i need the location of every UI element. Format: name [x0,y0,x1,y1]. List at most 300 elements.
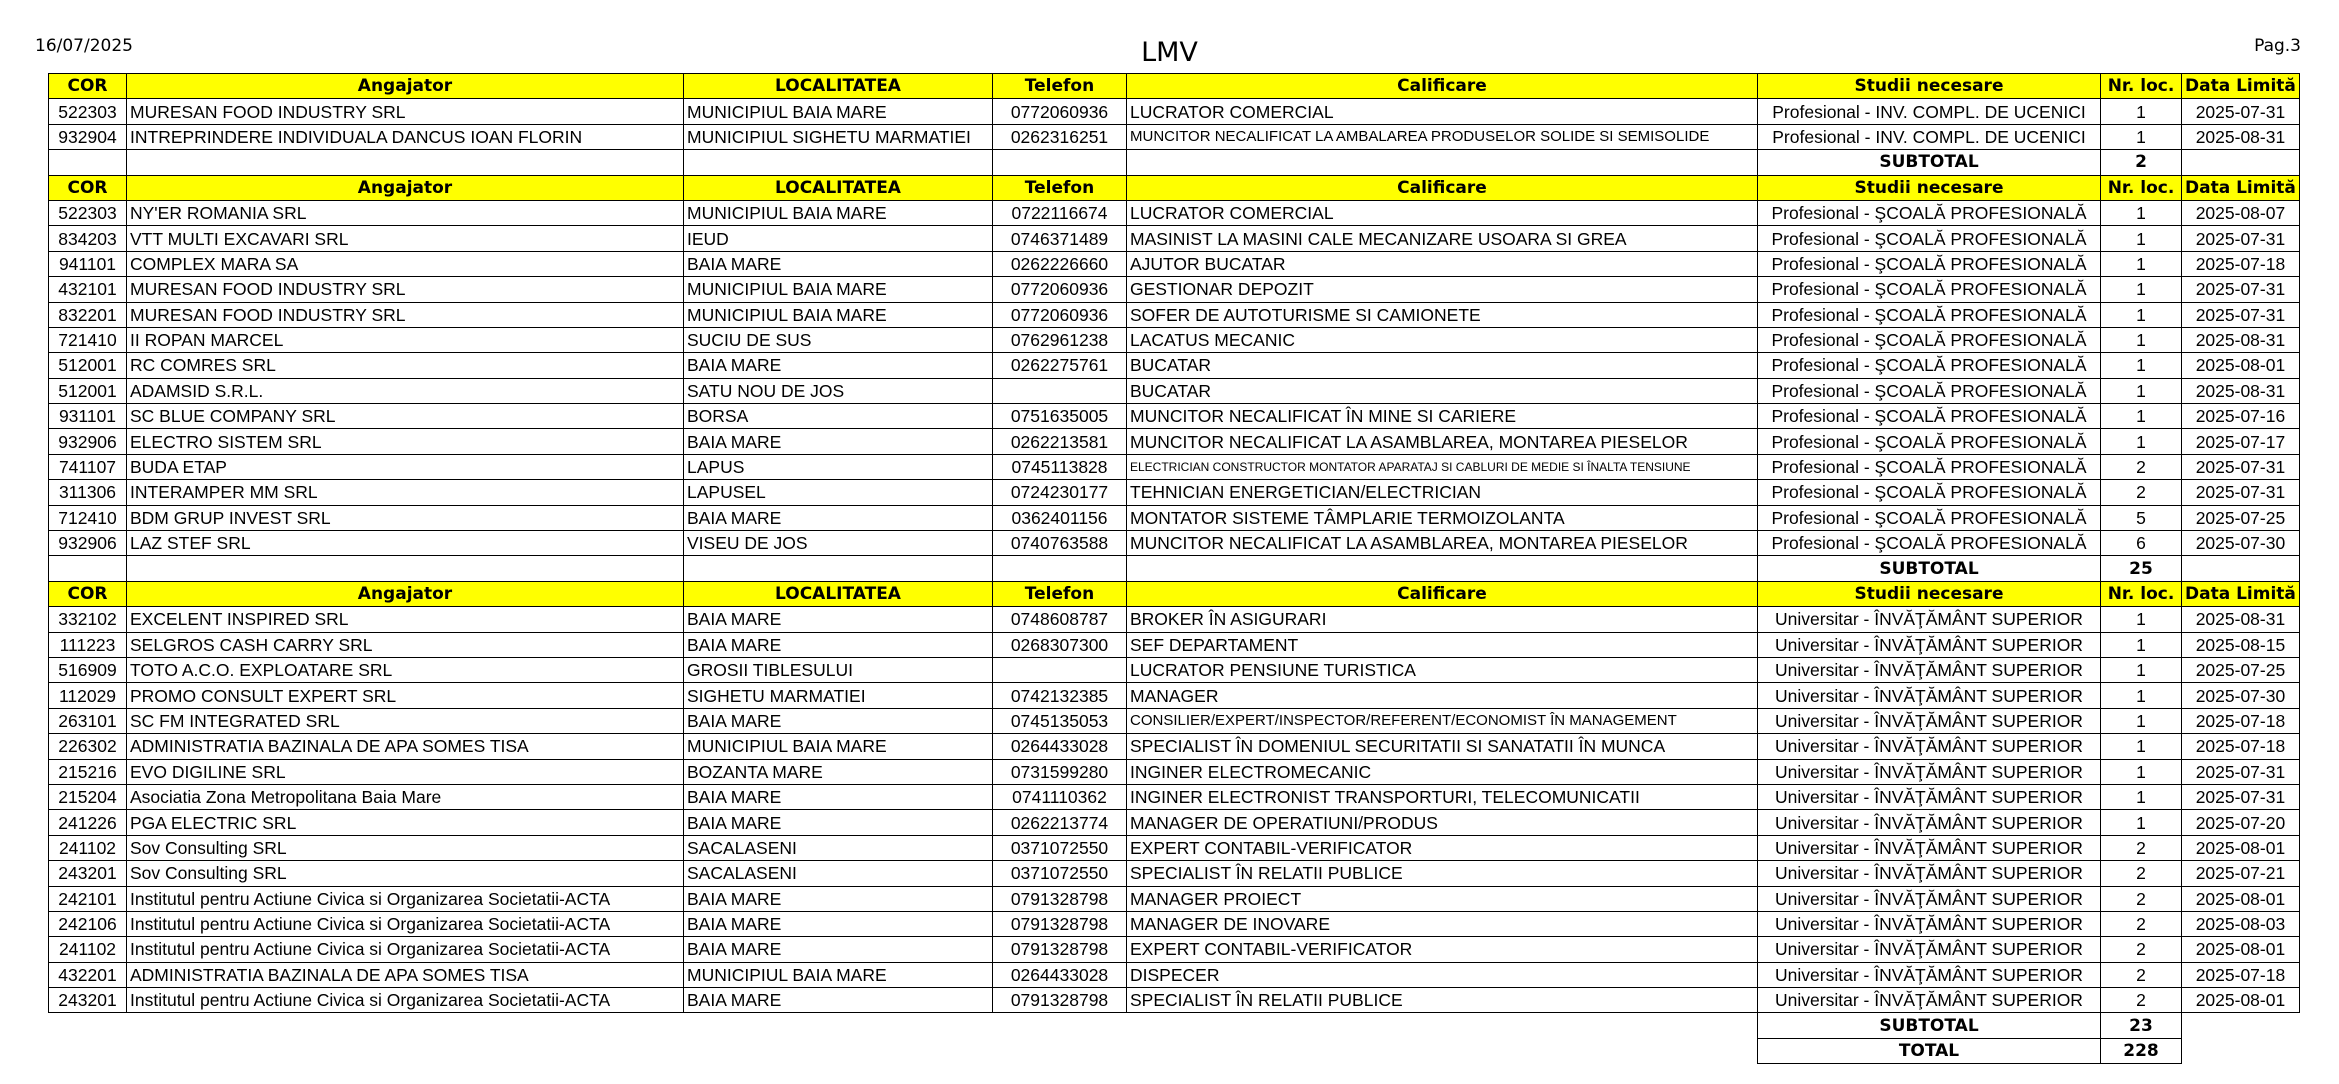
column-header-phone: Telefon [993,581,1127,606]
positions-cell: 1 [2101,429,2182,454]
positions-cell: 1 [2101,124,2182,149]
subtotal-row [49,556,2300,581]
deadline-cell: 2025-08-01 [2182,353,2300,378]
positions-cell: 1 [2101,277,2182,302]
table-row [49,327,2300,352]
column-header-employer: Angajator [127,581,684,606]
deadline-cell: 2025-07-30 [2182,531,2300,556]
locality-cell: SUCIU DE SUS [684,327,993,352]
studies-cell: Universitar - ÎNVĂŢĂMÂNT SUPERIOR [1758,734,2101,759]
positions-cell: 1 [2101,810,2182,835]
empty-cell [2182,1013,2300,1038]
phone-cell: 0362401156 [993,505,1127,530]
empty-cell [127,1013,684,1038]
qualification-cell: SPECIALIST ÎN RELATII PUBLICE [1127,861,1758,886]
qualification-cell: ELECTRICIAN CONSTRUCTOR MONTATOR APARATAJ SI CABLURI DE MEDIE SI ÎNALTA TENSIUNE [1127,454,1758,479]
table-row [49,251,2300,276]
table-row [49,886,2300,911]
phone-cell: 0264433028 [993,734,1127,759]
locality-cell: LAPUS [684,454,993,479]
employer-cell: Sov Consulting SRL [127,835,684,860]
studies-cell: Universitar - ÎNVĂŢĂMÂNT SUPERIOR [1758,607,2101,632]
cor-cell: 432201 [49,962,127,987]
phone-cell: 0791328798 [993,988,1127,1013]
deadline-cell: 2025-07-31 [2182,759,2300,784]
empty-cell [1127,150,1758,175]
column-header-positions: Nr. loc. [2101,74,2182,99]
empty-cell [993,1013,1127,1038]
positions-cell: 1 [2101,226,2182,251]
studies-cell: Profesional - ŞCOALĂ PROFESIONALĂ [1758,226,2101,251]
column-header-phone: Telefon [993,175,1127,200]
phone-cell: 0268307300 [993,632,1127,657]
employer-cell: NY'ER ROMANIA SRL [127,200,684,225]
cor-cell: 112029 [49,683,127,708]
cor-cell: 522303 [49,99,127,124]
studies-cell: Profesional - ŞCOALĂ PROFESIONALĂ [1758,353,2101,378]
empty-cell [684,1038,993,1063]
deadline-cell: 2025-07-18 [2182,708,2300,733]
phone-cell: 0745113828 [993,454,1127,479]
empty-cell [49,556,127,581]
employer-cell: ADAMSID S.R.L. [127,378,684,403]
studies-cell: Profesional - ŞCOALĂ PROFESIONALĂ [1758,327,2101,352]
table-row [49,404,2300,429]
positions-cell: 1 [2101,404,2182,429]
positions-cell: 1 [2101,99,2182,124]
qualification-cell: MUNCITOR NECALIFICAT LA AMBALAREA PRODUSELOR SOLIDE SI SEMISOLIDE [1127,124,1758,149]
locality-cell: BAIA MARE [684,886,993,911]
qualification-cell: MANAGER DE OPERATIUNI/PRODUS [1127,810,1758,835]
locality-cell: SACALASENI [684,861,993,886]
qualification-cell: LUCRATOR PENSIUNE TURISTICA [1127,657,1758,682]
column-header-locality: LOCALITATEA [684,175,993,200]
deadline-cell: 2025-08-31 [2182,378,2300,403]
locality-cell: SACALASENI [684,835,993,860]
locality-cell: BORSA [684,404,993,429]
positions-cell: 1 [2101,251,2182,276]
cor-cell: 241102 [49,835,127,860]
phone-cell: 0791328798 [993,911,1127,936]
employer-cell: TOTO A.C.O. EXPLOATARE SRL [127,657,684,682]
employer-cell: Institutul pentru Actiune Civica si Organizarea Societatii-ACTA [127,937,684,962]
phone-cell: 0731599280 [993,759,1127,784]
positions-cell: 2 [2101,454,2182,479]
table-row [49,200,2300,225]
positions-cell: 2 [2101,962,2182,987]
deadline-cell: 2025-07-18 [2182,734,2300,759]
positions-cell: 1 [2101,302,2182,327]
studies-cell: Universitar - ÎNVĂŢĂMÂNT SUPERIOR [1758,937,2101,962]
empty-cell [1127,1013,1758,1038]
deadline-cell: 2025-07-25 [2182,505,2300,530]
locality-cell: BAIA MARE [684,708,993,733]
qualification-cell: LACATUS MECANIC [1127,327,1758,352]
positions-cell: 1 [2101,632,2182,657]
empty-cell [993,150,1127,175]
qualification-cell: BUCATAR [1127,353,1758,378]
employer-cell: RC COMRES SRL [127,353,684,378]
positions-cell: 2 [2101,937,2182,962]
empty-cell [49,150,127,175]
studies-cell: Profesional - ŞCOALĂ PROFESIONALĂ [1758,200,2101,225]
cor-cell: 215216 [49,759,127,784]
studies-cell: Universitar - ÎNVĂŢĂMÂNT SUPERIOR [1758,861,2101,886]
column-header-cor: COR [49,74,127,99]
cor-cell: 242101 [49,886,127,911]
qualification-cell: GESTIONAR DEPOZIT [1127,277,1758,302]
cor-cell: 432101 [49,277,127,302]
column-header-deadline: Data Limită [2182,74,2300,99]
positions-cell: 1 [2101,378,2182,403]
subtotal-value: 23 [2101,1013,2182,1038]
table-row [49,353,2300,378]
locality-cell: MUNICIPIUL BAIA MARE [684,302,993,327]
phone-cell: 0748608787 [993,607,1127,632]
qualification-cell: AJUTOR BUCATAR [1127,251,1758,276]
studies-cell: Universitar - ÎNVĂŢĂMÂNT SUPERIOR [1758,784,2101,809]
empty-cell [684,150,993,175]
employer-cell: PGA ELECTRIC SRL [127,810,684,835]
deadline-cell: 2025-07-20 [2182,810,2300,835]
empty-cell [1127,1038,1758,1063]
positions-cell: 2 [2101,886,2182,911]
cor-cell: 111223 [49,632,127,657]
phone-cell: 0262213581 [993,429,1127,454]
deadline-cell: 2025-08-31 [2182,327,2300,352]
table-row [49,759,2300,784]
employer-cell: COMPLEX MARA SA [127,251,684,276]
table-row [49,657,2300,682]
table-row [49,810,2300,835]
table-row [49,734,2300,759]
empty-cell [993,1038,1127,1063]
positions-cell: 5 [2101,505,2182,530]
cor-cell: 241226 [49,810,127,835]
locality-cell: BAIA MARE [684,429,993,454]
table-row [49,607,2300,632]
locality-cell: BAIA MARE [684,810,993,835]
table-row [49,708,2300,733]
positions-cell: 1 [2101,327,2182,352]
table-row [49,531,2300,556]
studies-cell: Universitar - ÎNVĂŢĂMÂNT SUPERIOR [1758,759,2101,784]
employer-cell: INTERAMPER MM SRL [127,480,684,505]
qualification-cell: EXPERT CONTABIL-VERIFICATOR [1127,835,1758,860]
employer-cell: Sov Consulting SRL [127,861,684,886]
cor-cell: 241102 [49,937,127,962]
employer-cell: SELGROS CASH CARRY SRL [127,632,684,657]
report-date: 16/07/2025 [35,36,133,56]
table-row [49,378,2300,403]
empty-cell [1127,556,1758,581]
phone-cell: 0371072550 [993,835,1127,860]
locality-cell: BAIA MARE [684,988,993,1013]
employer-cell: MURESAN FOOD INDUSTRY SRL [127,277,684,302]
positions-cell: 2 [2101,988,2182,1013]
table-row [49,683,2300,708]
deadline-cell: 2025-07-31 [2182,784,2300,809]
locality-cell: BAIA MARE [684,607,993,632]
positions-cell: 1 [2101,683,2182,708]
cor-cell: 512001 [49,353,127,378]
deadline-cell: 2025-07-31 [2182,454,2300,479]
cor-cell: 931101 [49,404,127,429]
locality-cell: BOZANTA MARE [684,759,993,784]
cor-cell: 243201 [49,861,127,886]
empty-cell [127,150,684,175]
column-header-locality: LOCALITATEA [684,581,993,606]
qualification-cell: DISPECER [1127,962,1758,987]
deadline-cell: 2025-08-31 [2182,607,2300,632]
qualification-cell: SOFER DE AUTOTURISME SI CAMIONETE [1127,302,1758,327]
qualification-cell: CONSILIER/EXPERT/INSPECTOR/REFERENT/ECONOMIST ÎN MANAGEMENT [1127,708,1758,733]
qualification-cell: MANAGER [1127,683,1758,708]
employer-cell: Institutul pentru Actiune Civica si Organizarea Societatii-ACTA [127,911,684,936]
positions-cell: 2 [2101,835,2182,860]
empty-cell [993,556,1127,581]
column-header-qualification: Calificare [1127,581,1758,606]
phone-cell: 0742132385 [993,683,1127,708]
table-row [49,429,2300,454]
empty-cell [127,1038,684,1063]
studies-cell: Profesional - ŞCOALĂ PROFESIONALĂ [1758,277,2101,302]
employer-cell: Institutul pentru Actiune Civica si Organizarea Societatii-ACTA [127,886,684,911]
column-header-deadline: Data Limită [2182,581,2300,606]
table-row [49,911,2300,936]
table-row [49,861,2300,886]
column-header-qualification: Calificare [1127,175,1758,200]
cor-cell: 832201 [49,302,127,327]
locality-cell: BAIA MARE [684,505,993,530]
studies-cell: Profesional - ŞCOALĂ PROFESIONALĂ [1758,302,2101,327]
studies-cell: Universitar - ÎNVĂŢĂMÂNT SUPERIOR [1758,962,2101,987]
deadline-cell: 2025-07-31 [2182,99,2300,124]
employer-cell: MURESAN FOOD INDUSTRY SRL [127,302,684,327]
qualification-cell: MONTATOR SISTEME TÂMPLARIE TERMOIZOLANTA [1127,505,1758,530]
employer-cell: EXCELENT INSPIRED SRL [127,607,684,632]
locality-cell: SATU NOU DE JOS [684,378,993,403]
cor-cell: 712410 [49,505,127,530]
qualification-cell: EXPERT CONTABIL-VERIFICATOR [1127,937,1758,962]
locality-cell: BAIA MARE [684,784,993,809]
phone-cell [993,657,1127,682]
phone-cell: 0262316251 [993,124,1127,149]
qualification-cell: MASINIST LA MASINI CALE MECANIZARE USOARA SI GREA [1127,226,1758,251]
table-row [49,226,2300,251]
qualification-cell: TEHNICIAN ENERGETICIAN/ELECTRICIAN [1127,480,1758,505]
column-header-locality: LOCALITATEA [684,74,993,99]
job-vacancies-table [48,73,2300,1064]
column-header-studies: Studii necesare [1758,175,2101,200]
locality-cell: BAIA MARE [684,353,993,378]
cor-cell: 721410 [49,327,127,352]
column-header-deadline: Data Limită [2182,175,2300,200]
phone-cell: 0746371489 [993,226,1127,251]
cor-cell: 512001 [49,378,127,403]
qualification-cell: MANAGER PROIECT [1127,886,1758,911]
employer-cell: LAZ STEF SRL [127,531,684,556]
positions-cell: 1 [2101,200,2182,225]
qualification-cell: INGINER ELECTROMECANIC [1127,759,1758,784]
phone-cell: 0264433028 [993,962,1127,987]
qualification-cell: LUCRATOR COMERCIAL [1127,99,1758,124]
phone-cell: 0772060936 [993,277,1127,302]
phone-cell: 0741110362 [993,784,1127,809]
studies-cell: Universitar - ÎNVĂŢĂMÂNT SUPERIOR [1758,886,2101,911]
table-row [49,99,2300,124]
cor-cell: 522303 [49,200,127,225]
deadline-cell: 2025-07-18 [2182,962,2300,987]
empty-cell [49,1038,127,1063]
qualification-cell: SPECIALIST ÎN RELATII PUBLICE [1127,988,1758,1013]
phone-cell: 0791328798 [993,937,1127,962]
column-header-studies: Studii necesare [1758,74,2101,99]
cor-cell: 311306 [49,480,127,505]
deadline-cell: 2025-08-01 [2182,988,2300,1013]
empty-cell [684,556,993,581]
qualification-cell: SPECIALIST ÎN DOMENIUL SECURITATII SI SANATATII ÎN MUNCA [1127,734,1758,759]
studies-cell: Universitar - ÎNVĂŢĂMÂNT SUPERIOR [1758,657,2101,682]
locality-cell: BAIA MARE [684,251,993,276]
locality-cell: MUNICIPIUL BAIA MARE [684,734,993,759]
studies-cell: Profesional - INV. COMPL. DE UCENICI [1758,124,2101,149]
deadline-cell: 2025-08-01 [2182,886,2300,911]
studies-cell: Universitar - ÎNVĂŢĂMÂNT SUPERIOR [1758,810,2101,835]
employer-cell: BUDA ETAP [127,454,684,479]
qualification-cell: BROKER ÎN ASIGURARI [1127,607,1758,632]
deadline-cell: 2025-07-16 [2182,404,2300,429]
phone-cell: 0262226660 [993,251,1127,276]
qualification-cell: BUCATAR [1127,378,1758,403]
cor-cell: 243201 [49,988,127,1013]
employer-cell: SC BLUE COMPANY SRL [127,404,684,429]
empty-cell [684,1013,993,1038]
positions-cell: 1 [2101,657,2182,682]
employer-cell: BDM GRUP INVEST SRL [127,505,684,530]
cor-cell: 932904 [49,124,127,149]
column-header-qualification: Calificare [1127,74,1758,99]
phone-cell: 0762961238 [993,327,1127,352]
empty-cell [2182,150,2300,175]
cor-cell: 263101 [49,708,127,733]
studies-cell: Profesional - ŞCOALĂ PROFESIONALĂ [1758,429,2101,454]
page-number: Pag.3 [2254,36,2301,56]
locality-cell: MUNICIPIUL BAIA MARE [684,962,993,987]
phone-cell: 0740763588 [993,531,1127,556]
positions-cell: 1 [2101,353,2182,378]
empty-cell [127,556,684,581]
locality-cell: BAIA MARE [684,937,993,962]
phone-cell: 0262213774 [993,810,1127,835]
locality-cell: BAIA MARE [684,911,993,936]
positions-cell: 2 [2101,480,2182,505]
subtotal-value: 2 [2101,150,2182,175]
studies-cell: Universitar - ÎNVĂŢĂMÂNT SUPERIOR [1758,708,2101,733]
studies-cell: Profesional - ŞCOALĂ PROFESIONALĂ [1758,378,2101,403]
employer-cell: Institutul pentru Actiune Civica si Organizarea Societatii-ACTA [127,988,684,1013]
employer-cell: ELECTRO SISTEM SRL [127,429,684,454]
phone-cell: 0772060936 [993,302,1127,327]
column-header-positions: Nr. loc. [2101,175,2182,200]
employer-cell: EVO DIGILINE SRL [127,759,684,784]
employer-cell: SC FM INTEGRATED SRL [127,708,684,733]
subtotal-label: SUBTOTAL [1758,150,2101,175]
column-header-positions: Nr. loc. [2101,581,2182,606]
phone-cell: 0371072550 [993,861,1127,886]
positions-cell: 6 [2101,531,2182,556]
studies-cell: Universitar - ÎNVĂŢĂMÂNT SUPERIOR [1758,988,2101,1013]
locality-cell: GROSII TIBLESULUI [684,657,993,682]
qualification-cell: SEF DEPARTAMENT [1127,632,1758,657]
studies-cell: Universitar - ÎNVĂŢĂMÂNT SUPERIOR [1758,911,2101,936]
deadline-cell: 2025-08-01 [2182,835,2300,860]
column-header-cor: COR [49,175,127,200]
table-row [49,632,2300,657]
qualification-cell: LUCRATOR COMERCIAL [1127,200,1758,225]
total-label: TOTAL [1758,1038,2101,1063]
subtotal-row [49,1013,2300,1038]
positions-cell: 2 [2101,861,2182,886]
cor-cell: 932906 [49,429,127,454]
table-row [49,962,2300,987]
qualification-cell: MUNCITOR NECALIFICAT LA ASAMBLAREA, MONTAREA PIESELOR [1127,429,1758,454]
table-row [49,937,2300,962]
empty-cell [2182,556,2300,581]
deadline-cell: 2025-07-21 [2182,861,2300,886]
positions-cell: 1 [2101,759,2182,784]
deadline-cell: 2025-08-03 [2182,911,2300,936]
locality-cell: IEUD [684,226,993,251]
locality-cell: VISEU DE JOS [684,531,993,556]
cor-cell: 215204 [49,784,127,809]
table-header-row [49,74,2300,99]
employer-cell: ADMINISTRATIA BAZINALA DE APA SOMES TISA [127,962,684,987]
deadline-cell: 2025-07-25 [2182,657,2300,682]
column-header-employer: Angajator [127,175,684,200]
table-row [49,784,2300,809]
phone-cell: 0791328798 [993,886,1127,911]
table-header-row [49,581,2300,606]
studies-cell: Universitar - ÎNVĂŢĂMÂNT SUPERIOR [1758,632,2101,657]
qualification-cell: MUNCITOR NECALIFICAT LA ASAMBLAREA, MONTAREA PIESELOR [1127,531,1758,556]
locality-cell: MUNICIPIUL BAIA MARE [684,99,993,124]
column-header-phone: Telefon [993,74,1127,99]
studies-cell: Profesional - ŞCOALĂ PROFESIONALĂ [1758,404,2101,429]
qualification-cell: INGINER ELECTRONIST TRANSPORTURI, TELECOMUNICATII [1127,784,1758,809]
positions-cell: 2 [2101,911,2182,936]
studies-cell: Universitar - ÎNVĂŢĂMÂNT SUPERIOR [1758,835,2101,860]
column-header-employer: Angajator [127,74,684,99]
subtotal-label: SUBTOTAL [1758,1013,2101,1038]
phone-cell: 0772060936 [993,99,1127,124]
phone-cell: 0722116674 [993,200,1127,225]
empty-cell [49,1013,127,1038]
deadline-cell: 2025-08-07 [2182,200,2300,225]
table-header-row [49,175,2300,200]
studies-cell: Profesional - ŞCOALĂ PROFESIONALĂ [1758,531,2101,556]
employer-cell: Asociatia Zona Metropolitana Baia Mare [127,784,684,809]
deadline-cell: 2025-07-31 [2182,302,2300,327]
deadline-cell: 2025-08-15 [2182,632,2300,657]
cor-cell: 941101 [49,251,127,276]
deadline-cell: 2025-08-01 [2182,937,2300,962]
locality-cell: MUNICIPIUL SIGHETU MARMATIEI [684,124,993,149]
table-row [49,302,2300,327]
studies-cell: Universitar - ÎNVĂŢĂMÂNT SUPERIOR [1758,683,2101,708]
cor-cell: 226302 [49,734,127,759]
positions-cell: 1 [2101,784,2182,809]
